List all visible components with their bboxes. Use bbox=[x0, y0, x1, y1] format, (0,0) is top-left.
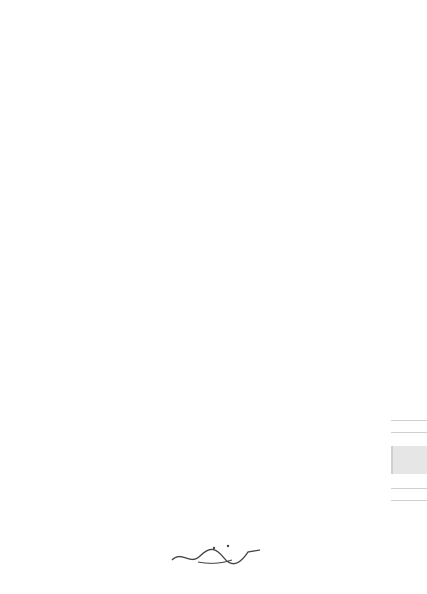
left-text-column bbox=[36, 16, 208, 40]
tab-rule bbox=[391, 420, 427, 421]
tab-rule bbox=[391, 500, 427, 501]
spacer bbox=[36, 16, 208, 28]
signature-mark bbox=[168, 540, 264, 570]
spacer bbox=[36, 28, 208, 40]
page-number-tab bbox=[391, 446, 427, 474]
tab-rule bbox=[391, 432, 427, 433]
tab-rule bbox=[391, 488, 427, 489]
